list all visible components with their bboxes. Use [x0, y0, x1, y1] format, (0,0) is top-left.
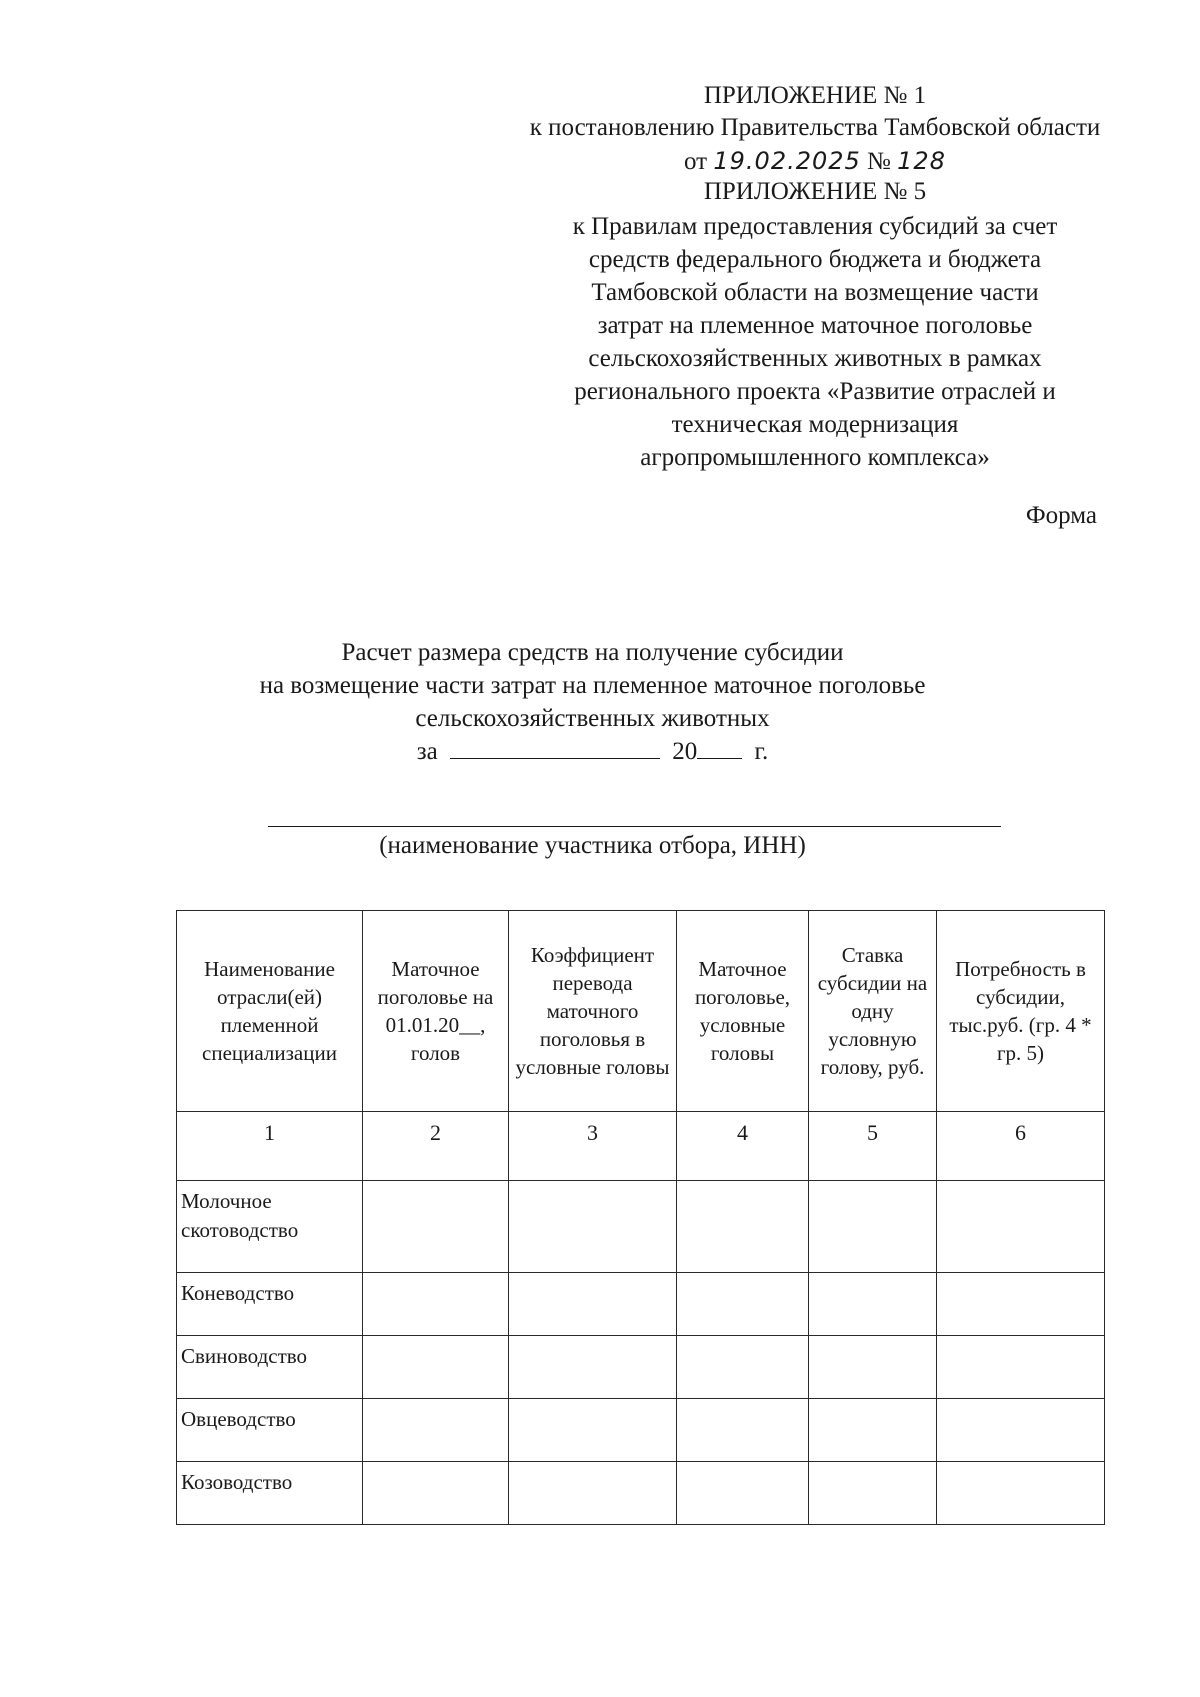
period-year-blank[interactable]	[697, 736, 742, 759]
table-row	[177, 1336, 1105, 1399]
column-number: 2	[363, 1112, 509, 1181]
number-sign: №	[867, 148, 891, 175]
header-conversion-coefficient: Коэффициент перевода маточного поголовья в условные головы	[509, 911, 677, 1112]
table-cell[interactable]	[363, 1462, 509, 1525]
date-prefix: от	[684, 148, 708, 175]
table-cell[interactable]	[363, 1273, 509, 1336]
appendix5-line: к Правилам предоставления субсидий за счет	[572, 213, 1058, 240]
appendix5-title: ПРИЛОЖЕНИЕ № 5	[703, 178, 927, 205]
column-number: 5	[809, 1112, 937, 1181]
table-cell[interactable]	[809, 1336, 937, 1399]
table-row	[177, 1273, 1105, 1336]
appendix5-line: сельскохозяйственных животных в рамках	[588, 345, 1042, 372]
appendix5-line: агропромышленного комплекса»	[640, 444, 990, 471]
table-cell[interactable]	[937, 1462, 1105, 1525]
header-subsidy-need: Потребность в субсидии, тыс.руб. (гр. 4 * гр. 5)	[937, 911, 1105, 1112]
header-branch: Наименование отрасли(ей) племенной специализации	[177, 911, 363, 1112]
title-line: Расчет размера средств на получение субсидии	[341, 639, 844, 666]
appendix5-line: затрат на племенное маточное поголовье	[597, 312, 1033, 339]
appendix5-line: Тамбовской области на возмещение части	[591, 279, 1039, 306]
column-number-row	[177, 1112, 1105, 1181]
table-cell[interactable]	[809, 1399, 937, 1462]
table-cell[interactable]	[677, 1336, 809, 1399]
table-cell[interactable]	[509, 1273, 677, 1336]
column-number: 3	[509, 1112, 677, 1181]
table-cell[interactable]	[677, 1273, 809, 1336]
table-cell[interactable]	[363, 1336, 509, 1399]
table-cell[interactable]	[809, 1181, 937, 1273]
branch-name: Молочное скотоводство	[177, 1181, 363, 1273]
branch-name: Козоводство	[177, 1462, 363, 1525]
participant-caption: (наименование участника отбора, ИНН)	[379, 832, 806, 859]
table-header-row	[177, 911, 1105, 1112]
table-row	[177, 1462, 1105, 1525]
table-cell[interactable]	[363, 1399, 509, 1462]
header-conditional-heads: Маточное поголовье, условные головы	[677, 911, 809, 1112]
period-year-prefix: 20	[672, 738, 698, 765]
header-subsidy-rate: Ставка субсидии на одну условную голову, руб.	[809, 911, 937, 1112]
table-row	[177, 1181, 1105, 1273]
appendix5-reference	[490, 210, 1140, 474]
table-cell[interactable]	[809, 1462, 937, 1525]
table-cell[interactable]	[809, 1273, 937, 1336]
branch-name: Коневодство	[177, 1273, 363, 1336]
appendix5-line: техническая модернизация	[671, 411, 959, 438]
period-suffix: г.	[754, 738, 769, 765]
table-cell[interactable]	[677, 1181, 809, 1273]
column-number: 6	[937, 1112, 1105, 1181]
table-cell[interactable]	[677, 1399, 809, 1462]
appendix1-reference: к постановлению Правительства Тамбовской области	[529, 114, 1101, 141]
table-row	[177, 1399, 1105, 1462]
branch-name: Свиноводство	[177, 1336, 363, 1399]
appendix1-date-line	[490, 145, 1140, 178]
document-title	[150, 636, 1035, 768]
subsidy-calculation-table	[176, 910, 1105, 1525]
appendix5-line: средств федерального бюджета и бюджета	[588, 246, 1042, 273]
table-cell[interactable]	[509, 1181, 677, 1273]
table-cell[interactable]	[937, 1273, 1105, 1336]
table-cell[interactable]	[937, 1399, 1105, 1462]
appendix1-title: ПРИЛОЖЕНИЕ № 1	[703, 82, 927, 109]
branch-name: Овцеводство	[177, 1399, 363, 1462]
table-cell[interactable]	[509, 1336, 677, 1399]
title-line: на возмещение части затрат на племенное маточное поголовье	[259, 672, 926, 699]
header-livestock-heads: Маточное поголовье на 01.01.20__, голов	[363, 911, 509, 1112]
table-cell[interactable]	[363, 1181, 509, 1273]
table-cell[interactable]	[937, 1181, 1105, 1273]
period-month-blank[interactable]	[450, 736, 660, 759]
appendix5-line: регионального проекта «Развитие отраслей и	[574, 378, 1056, 405]
handwritten-date: 19.02.2025	[713, 147, 861, 175]
form-label: Форма	[1025, 502, 1097, 529]
table-cell[interactable]	[937, 1336, 1105, 1399]
participant-blank-line[interactable]	[268, 826, 1001, 827]
table-cell[interactable]	[509, 1399, 677, 1462]
column-number: 4	[677, 1112, 809, 1181]
handwritten-number: 128	[897, 147, 946, 175]
table-cell[interactable]	[509, 1462, 677, 1525]
period-prefix: за	[416, 738, 438, 765]
table-cell[interactable]	[677, 1462, 809, 1525]
period-line	[150, 735, 1035, 768]
title-line: сельскохозяйственных животных	[415, 705, 770, 732]
column-number: 1	[177, 1112, 363, 1181]
